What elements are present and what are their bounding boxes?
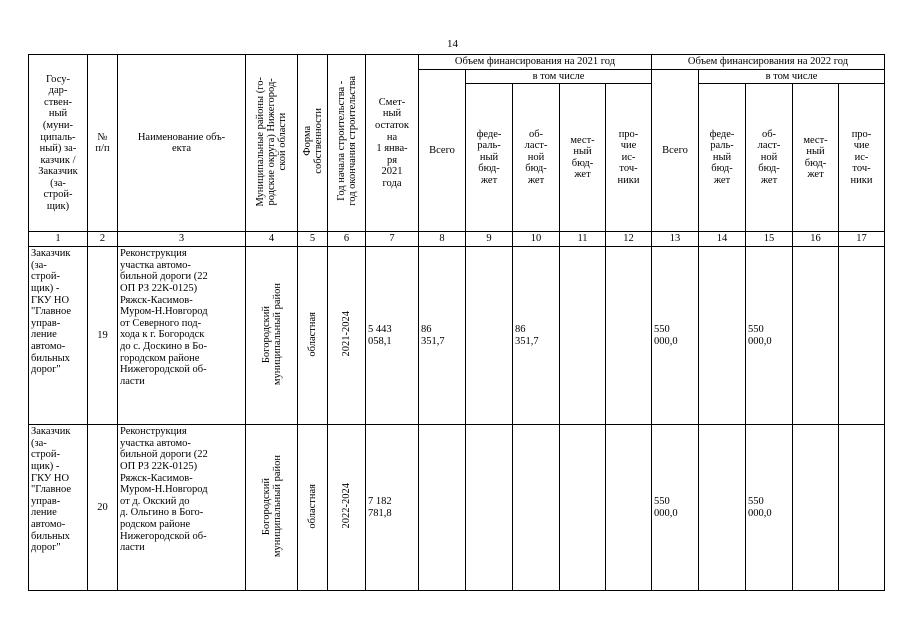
column-number: 3 — [118, 232, 246, 247]
cell-district-wrap — [246, 247, 298, 425]
header-including-2021: в том числе — [466, 69, 652, 84]
cell-local-2022 — [793, 247, 839, 425]
cell-ownership: областная — [307, 483, 318, 529]
cell-regional-2022: 550 000,0 — [746, 425, 793, 591]
col-header-other-2021: про- чие ис- точ- ники — [606, 84, 652, 232]
col-header-total-2021: Всего — [419, 69, 466, 232]
cell-federal-2021 — [466, 425, 513, 591]
cell-district-wrap — [246, 425, 298, 591]
col-header-ownership: Форма собственности — [301, 108, 324, 175]
cell-federal-2022 — [699, 425, 746, 591]
column-number: 16 — [793, 232, 839, 247]
cell-years: 2021-2024 — [341, 311, 352, 357]
col-header-object-name: Наименование объ- екта — [118, 55, 246, 232]
column-number: 6 — [328, 232, 366, 247]
header-including-2022: в том числе — [699, 69, 885, 84]
cell-district: Богородский муниципальный район — [260, 282, 283, 385]
column-number: 13 — [652, 232, 699, 247]
col-header-total-2022: Всего — [652, 69, 699, 232]
cell-other-2022 — [839, 425, 885, 591]
col-header-federal-2021: федe- раль- ный бюд- жет — [466, 84, 513, 232]
column-number: 7 — [366, 232, 419, 247]
cell-total-2021: 86 351,7 — [419, 247, 466, 425]
cell-other-2021 — [606, 425, 652, 591]
cell-years-wrap — [328, 247, 366, 425]
cell-num: 19 — [88, 247, 118, 425]
column-number: 1 — [29, 232, 88, 247]
cell-estimate: 5 443 058,1 — [366, 247, 419, 425]
col-header-district-cell — [246, 55, 298, 232]
column-number: 12 — [606, 232, 652, 247]
cell-other-2021 — [606, 247, 652, 425]
cell-total-2022: 550 000,0 — [652, 247, 699, 425]
col-header-regional-2022: об- ласт- ной бюд- жет — [746, 84, 793, 232]
cell-federal-2022 — [699, 247, 746, 425]
column-number-row — [29, 232, 885, 247]
column-number: 8 — [419, 232, 466, 247]
col-header-ownership-cell — [298, 55, 328, 232]
cell-regional-2021: 86 351,7 — [513, 247, 560, 425]
cell-local-2021 — [560, 247, 606, 425]
col-header-local-2021: мест- ный бюд- жет — [560, 84, 606, 232]
column-number: 14 — [699, 232, 746, 247]
column-number: 15 — [746, 232, 793, 247]
col-header-num: № п/п — [88, 55, 118, 232]
cell-years: 2022-2024 — [341, 483, 352, 529]
table-row — [29, 247, 885, 425]
cell-object-name: Реконструкция участка автомо- бильной дороги (22 ОП РЗ 22К-0125) Ряжск-Касимов- Муром-Н.Новгород от Северного под- хода к г. Богородск до с. Доскино в Бо- городском районе Нижегородской об- ласти — [118, 247, 246, 425]
cell-total-2022: 550 000,0 — [652, 425, 699, 591]
cell-ownership: областная — [307, 311, 318, 357]
cell-object-name: Реконструкция участка автомо- бильной дороги (22 ОП РЗ 22К-0125) Ряжск-Касимов- Муром-Н.Новгород от д. Окский до д. Ольгино в Бого- родском районе Нижегородской об- ласти — [118, 425, 246, 591]
cell-num: 20 — [88, 425, 118, 591]
col-header-years-cell — [328, 55, 366, 232]
col-header-customer: Госу- дар- ствен- ный (муни- ципаль- ный) за- казчик / Заказчик (за- строй- щик) — [29, 55, 88, 232]
column-number: 10 — [513, 232, 560, 247]
cell-other-2022 — [839, 247, 885, 425]
col-header-local-2022: мест- ный бюд- жет — [793, 84, 839, 232]
column-number: 11 — [560, 232, 606, 247]
col-header-estimate: Смет- ный остаток на 1 янва- ря 2021 года — [366, 55, 419, 232]
header-row-1 — [29, 55, 885, 70]
col-header-regional-2021: об- ласт- ной бюд- жет — [513, 84, 560, 232]
page-number: 14 — [447, 38, 458, 50]
cell-customer: Заказчик (за- строй- щик) - ГКУ НО "Главное управ- ление автомо- бильных дорог" — [29, 247, 88, 425]
cell-regional-2022: 550 000,0 — [746, 247, 793, 425]
col-header-other-2022: про- чие ис- точ- ники — [839, 84, 885, 232]
column-number: 17 — [839, 232, 885, 247]
cell-regional-2021 — [513, 425, 560, 591]
column-number: 4 — [246, 232, 298, 247]
financing-table — [28, 54, 885, 591]
column-number: 5 — [298, 232, 328, 247]
cell-ownership-wrap — [298, 425, 328, 591]
cell-total-2021 — [419, 425, 466, 591]
col-header-years: Год начала строительства - год окончания строительства — [335, 76, 358, 207]
header-fin-2021: Объем финансирования на 2021 год — [419, 55, 652, 70]
cell-local-2022 — [793, 425, 839, 591]
cell-estimate: 7 182 781,8 — [366, 425, 419, 591]
cell-customer: Заказчик (за- строй- щик) - ГКУ НО "Главное управ- ление автомо- бильных дорог" — [29, 425, 88, 591]
col-header-federal-2022: федe- раль- ный бюд- жет — [699, 84, 746, 232]
cell-federal-2021 — [466, 247, 513, 425]
header-fin-2022: Объем финансирования на 2022 год — [652, 55, 885, 70]
column-number: 2 — [88, 232, 118, 247]
cell-district: Богородский муниципальный район — [260, 454, 283, 557]
column-number: 9 — [466, 232, 513, 247]
table-row — [29, 425, 885, 591]
cell-ownership-wrap — [298, 247, 328, 425]
col-header-district: Муниципальные районы (го- родские округа) Нижегород- ской области — [255, 76, 288, 207]
cell-local-2021 — [560, 425, 606, 591]
cell-years-wrap — [328, 425, 366, 591]
